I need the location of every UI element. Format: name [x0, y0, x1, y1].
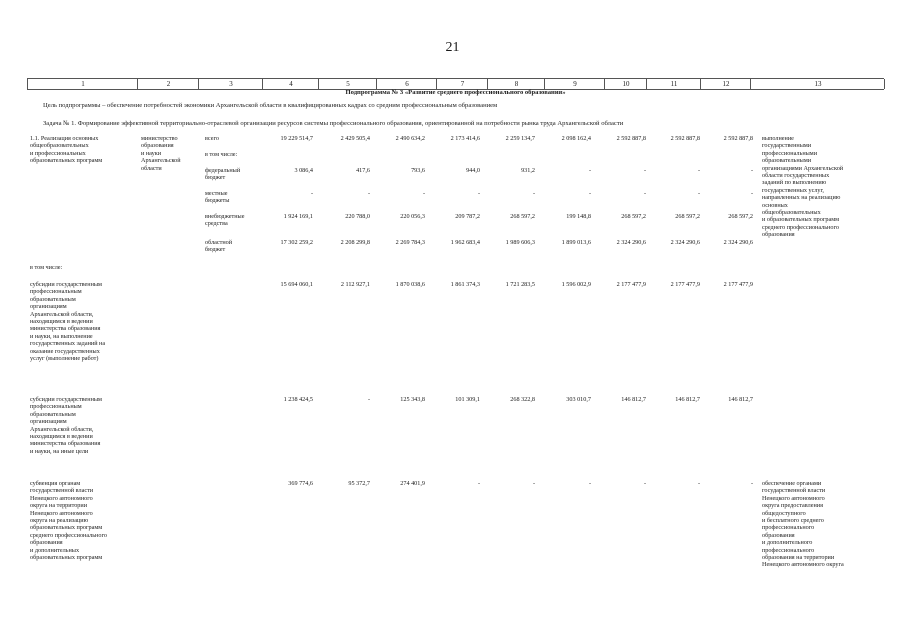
subsidy-other-purposes-value: 268 322,8	[510, 396, 535, 403]
funding-row-value: 220 788,0	[345, 213, 370, 220]
funding-row-value: 2 592 887,8	[616, 135, 646, 142]
funding-source-line: федеральный	[205, 167, 241, 174]
funding-source	[205, 190, 229, 205]
measure-name-line: общеобразовательных	[30, 142, 89, 150]
measure-result-line: государственными	[762, 142, 812, 150]
funding-row-value: 19 229 514,7	[280, 135, 313, 142]
subvention-result-line: и бесплатного среднего	[762, 517, 824, 525]
subsidy-state-tasks-name-line: и науки, на выполнение	[30, 332, 93, 340]
funding-row-value: -	[310, 190, 313, 197]
funding-source-line: бюджет	[205, 174, 226, 182]
subvention-name-line: Ненецкого автономного	[30, 494, 93, 502]
column-number-11: 11	[646, 79, 701, 89]
subvention-value: 95 372,7	[348, 480, 370, 487]
column-number-12: 12	[700, 79, 751, 89]
measure-result	[762, 135, 843, 239]
page-number: 21	[445, 40, 460, 55]
measure-executor-line: области	[141, 164, 162, 172]
subvention-result-line: Ненецкого автономного	[762, 494, 825, 502]
funding-row-value: 2 098 162,4	[561, 135, 591, 142]
funding-row-value: 2 324 290,6	[616, 239, 646, 246]
funding-row-value: -	[643, 190, 646, 197]
funding-row-value: -	[697, 167, 700, 174]
funding-source	[205, 135, 219, 142]
subsidy-state-tasks-value: 2 177 477,9	[723, 281, 753, 288]
subsidy-other-purposes-value: 303 010,7	[566, 396, 591, 403]
subvention-result-line: профессионального	[762, 546, 815, 554]
subvention-name-line: образовательных программ	[30, 524, 103, 532]
measure-name-line: образовательных программ	[30, 157, 103, 165]
column-number-5: 5	[318, 79, 377, 89]
funding-source	[205, 239, 232, 254]
subsidy-other-purposes-value: 146 812,7	[728, 396, 753, 403]
subvention-value: -	[697, 480, 700, 487]
subsidy-state-tasks-value: 2 177 477,9	[670, 281, 700, 288]
subsidy-other-purposes-value: 146 812,7	[621, 396, 646, 403]
subsidy-other-purposes-name	[30, 396, 102, 455]
column-number-7: 7	[436, 79, 488, 89]
funding-source-line: средства	[205, 220, 228, 228]
subsidy-state-tasks-value: 15 694 060,1	[280, 281, 313, 288]
measure-result-line: организациями Архангельской	[762, 164, 844, 172]
funding-source	[205, 213, 244, 228]
funding-row-value: -	[367, 190, 370, 197]
funding-row-value: -	[750, 190, 753, 197]
funding-row-value: 2 324 290,6	[670, 239, 700, 246]
funding-row-value: 931,2	[521, 167, 535, 174]
funding-row-value: 2 429 505,4	[340, 135, 370, 142]
funding-row-value: 2 324 290,6	[723, 239, 753, 246]
subvention-result-line: Ненецкого автономного округа	[762, 561, 844, 569]
subsidy-state-tasks-name	[30, 281, 105, 362]
measure-name-line: и профессиональных	[30, 149, 86, 157]
funding-row-value: 2 208 299,8	[340, 239, 370, 246]
subvention-value: -	[532, 480, 535, 487]
subvention-value: -	[477, 480, 480, 487]
measure-name	[30, 135, 102, 165]
funding-source-line: внебюджетные	[205, 213, 245, 220]
subvention-name-line: Ненецкого автономного	[30, 509, 93, 517]
subsidy-state-tasks-value: 1 870 038,6	[395, 281, 425, 288]
subvention-value: -	[643, 480, 646, 487]
subsidy-state-tasks-value: 2 112 927,1	[340, 281, 370, 288]
measure-result-line: и образовательных программ	[762, 216, 840, 224]
funding-source	[205, 151, 237, 158]
funding-row-value: -	[697, 190, 700, 197]
funding-row-value: 417,6	[356, 167, 370, 174]
funding-row-value: -	[588, 190, 591, 197]
measure-result-line: образовательными	[762, 157, 812, 165]
subvention-value: 369 774,6	[288, 480, 313, 487]
funding-row-value: 220 056,3	[400, 213, 425, 220]
funding-row-value: 3 086,4	[294, 167, 313, 174]
subsidy-state-tasks-value: 2 177 477,9	[616, 281, 646, 288]
measure-executor-line: образования	[141, 142, 174, 150]
measure-result-line: направленных на реализацию	[762, 194, 841, 202]
measure-result-line: заданий по выполнению	[762, 179, 827, 187]
funding-row-value: 2 269 784,3	[395, 239, 425, 246]
measure-result-line: основных	[762, 201, 788, 209]
subsidy-state-tasks-name-line: образовательным	[30, 295, 76, 303]
subsidy-state-tasks-name-line: профессиональным	[30, 288, 82, 296]
subsidy-other-purposes-name-line: Архангельской области,	[30, 425, 94, 433]
subsidy-other-purposes-value: 101 309,1	[455, 396, 480, 403]
funding-row-value: 268 597,2	[728, 213, 753, 220]
funding-row-value: 268 597,2	[510, 213, 535, 220]
subvention-result-line: образования	[762, 531, 795, 539]
funding-row-value: -	[477, 190, 480, 197]
measure-executor	[141, 135, 181, 172]
column-number-2: 2	[137, 79, 199, 89]
funding-row-value: 17 302 259,2	[280, 239, 313, 246]
funding-row-value: 944,0	[466, 167, 480, 174]
funding-row-value: 209 787,2	[455, 213, 480, 220]
subprogram-task: Задача № 1. Формирование эффективной территориально-отраслевой организации ресурсов системы профессионального образования, ориентированной на потребности рынка труда Архангельской области	[43, 120, 624, 127]
measure-executor-line: министерство	[141, 135, 178, 142]
funding-row-value: 793,6	[411, 167, 425, 174]
subvention-name-line: среднего профессионального	[30, 531, 107, 539]
funding-row-value: 268 597,2	[675, 213, 700, 220]
header-right-edge	[884, 79, 885, 89]
funding-row-value: 268 597,2	[621, 213, 646, 220]
column-number-13: 13	[750, 79, 885, 89]
measure-result-line: выполнение	[762, 135, 794, 142]
including-label: в том числе:	[30, 264, 63, 271]
measure-result-line: государственных услуг,	[762, 186, 824, 194]
measure-result-line: образования	[762, 231, 795, 239]
subvention-value: -	[750, 480, 753, 487]
measure-result-line: профессиональными	[762, 149, 818, 157]
funding-row-value: 1 924 169,1	[283, 213, 313, 220]
subsidy-other-purposes-name-line: субсидии государственным	[30, 396, 102, 403]
subprogram-title: Подпрограмма № 3 «Развитие среднего профессионального образования»	[345, 89, 566, 96]
subsidy-other-purposes-name-line: и науки, на иные цели	[30, 447, 89, 455]
measure-result-line: области государственных	[762, 172, 830, 180]
subvention-result-line: округа предоставления	[762, 502, 823, 510]
funding-row-value: 1 962 683,4	[450, 239, 480, 246]
subsidy-other-purposes-value: 146 812,7	[675, 396, 700, 403]
subsidy-other-purposes-value: -	[367, 396, 370, 403]
subvention-name	[30, 480, 107, 561]
subvention-result-line: обеспечение органами	[762, 480, 822, 487]
subsidy-state-tasks-name-line: организациям	[30, 303, 67, 311]
subprogram-goal: Цель подпрограммы – обеспечение потребностей экономики Архангельской области в квалифицированных кадрах со средним профессиональным образованием	[43, 102, 498, 109]
column-number-3: 3	[198, 79, 263, 89]
column-number-9: 9	[544, 79, 605, 89]
subvention-result	[762, 480, 844, 569]
subsidy-state-tasks-name-line: Архангельской области,	[30, 310, 94, 318]
funding-row-value: 2 490 634,2	[395, 135, 425, 142]
subvention-name-line: и дополнительных	[30, 546, 80, 554]
subvention-result-line: образования на территории	[762, 554, 835, 562]
column-number-1: 1	[27, 79, 138, 89]
subsidy-other-purposes-name-line: находящимся в ведении	[30, 433, 93, 441]
funding-source-line: бюджет	[205, 246, 226, 254]
column-number-8: 8	[487, 79, 545, 89]
subsidy-other-purposes-name-line: министерства образования	[30, 440, 101, 448]
funding-source-line: областной	[205, 239, 233, 246]
subvention-value: 274 401,9	[400, 480, 425, 487]
column-number-6: 6	[376, 79, 437, 89]
funding-row-value: 2 592 887,8	[670, 135, 700, 142]
measure-name-line: 1.1. Реализация основных	[30, 135, 99, 142]
subvention-name-line: образовательных программ	[30, 554, 103, 562]
measure-result-line: общеобразовательных	[762, 209, 821, 217]
column-number-4: 4	[262, 79, 319, 89]
subsidy-state-tasks-name-line: государственных заданий на	[30, 340, 106, 348]
column-number-10: 10	[604, 79, 647, 89]
subvention-result-line: государственной власти	[762, 487, 826, 495]
funding-row-value: -	[643, 167, 646, 174]
subsidy-other-purposes-name-line: образовательным	[30, 410, 76, 418]
funding-source	[205, 167, 240, 182]
funding-source-line: местные	[205, 190, 228, 197]
measure-result-line: среднего профессионального	[762, 223, 839, 231]
funding-row-value: 1 899 013,6	[561, 239, 591, 246]
subvention-name-line: образования	[30, 539, 63, 547]
subsidy-other-purposes-value: 125 343,8	[400, 396, 425, 403]
subsidy-other-purposes-name-line: организациям	[30, 418, 67, 426]
subsidy-state-tasks-name-line: услуг (выполнение работ)	[30, 355, 99, 363]
funding-row-value: -	[422, 190, 425, 197]
subsidy-state-tasks-value: 1 721 283,5	[505, 281, 535, 288]
funding-source-line: бюджеты	[205, 197, 230, 205]
subsidy-other-purposes-name-line: профессиональным	[30, 403, 82, 411]
subvention-value: -	[588, 480, 591, 487]
subsidy-state-tasks-value: 1 596 002,9	[561, 281, 591, 288]
subsidy-other-purposes-value: 1 238 424,5	[283, 396, 313, 403]
subsidy-state-tasks-name-line: находящимся в ведении	[30, 318, 93, 326]
subvention-result-line: и дополнительного	[762, 539, 813, 547]
subvention-name-line: государственной власти	[30, 487, 94, 495]
subsidy-state-tasks-name-line: оказание государственных	[30, 347, 100, 355]
subvention-result-line: общедоступного	[762, 509, 806, 517]
funding-row-value: -	[750, 167, 753, 174]
funding-row-value: -	[532, 190, 535, 197]
subsidy-state-tasks-name-line: субсидии государственным	[30, 281, 102, 288]
subvention-result-line: профессионального	[762, 524, 815, 532]
subsidy-state-tasks-value: 1 861 374,3	[450, 281, 480, 288]
funding-row-value: -	[588, 167, 591, 174]
measure-executor-line: Архангельской	[141, 157, 181, 165]
funding-row-value: 199 148,8	[566, 213, 591, 220]
funding-source-line: всего	[205, 135, 219, 142]
subvention-name-line: округа на территории	[30, 502, 88, 510]
subsidy-state-tasks-name-line: министерства образования	[30, 325, 101, 333]
subvention-name-line: субвенция органам	[30, 480, 81, 487]
subvention-name-line: округа на реализацию	[30, 517, 89, 525]
measure-executor-line: и науки	[141, 149, 162, 157]
funding-row-value: 2 592 887,8	[723, 135, 753, 142]
funding-row-value: 1 989 606,3	[505, 239, 535, 246]
funding-source-line: в том числе:	[205, 151, 238, 158]
funding-row-value: 2 173 414,6	[450, 135, 480, 142]
funding-row-value: 2 259 134,7	[505, 135, 535, 142]
